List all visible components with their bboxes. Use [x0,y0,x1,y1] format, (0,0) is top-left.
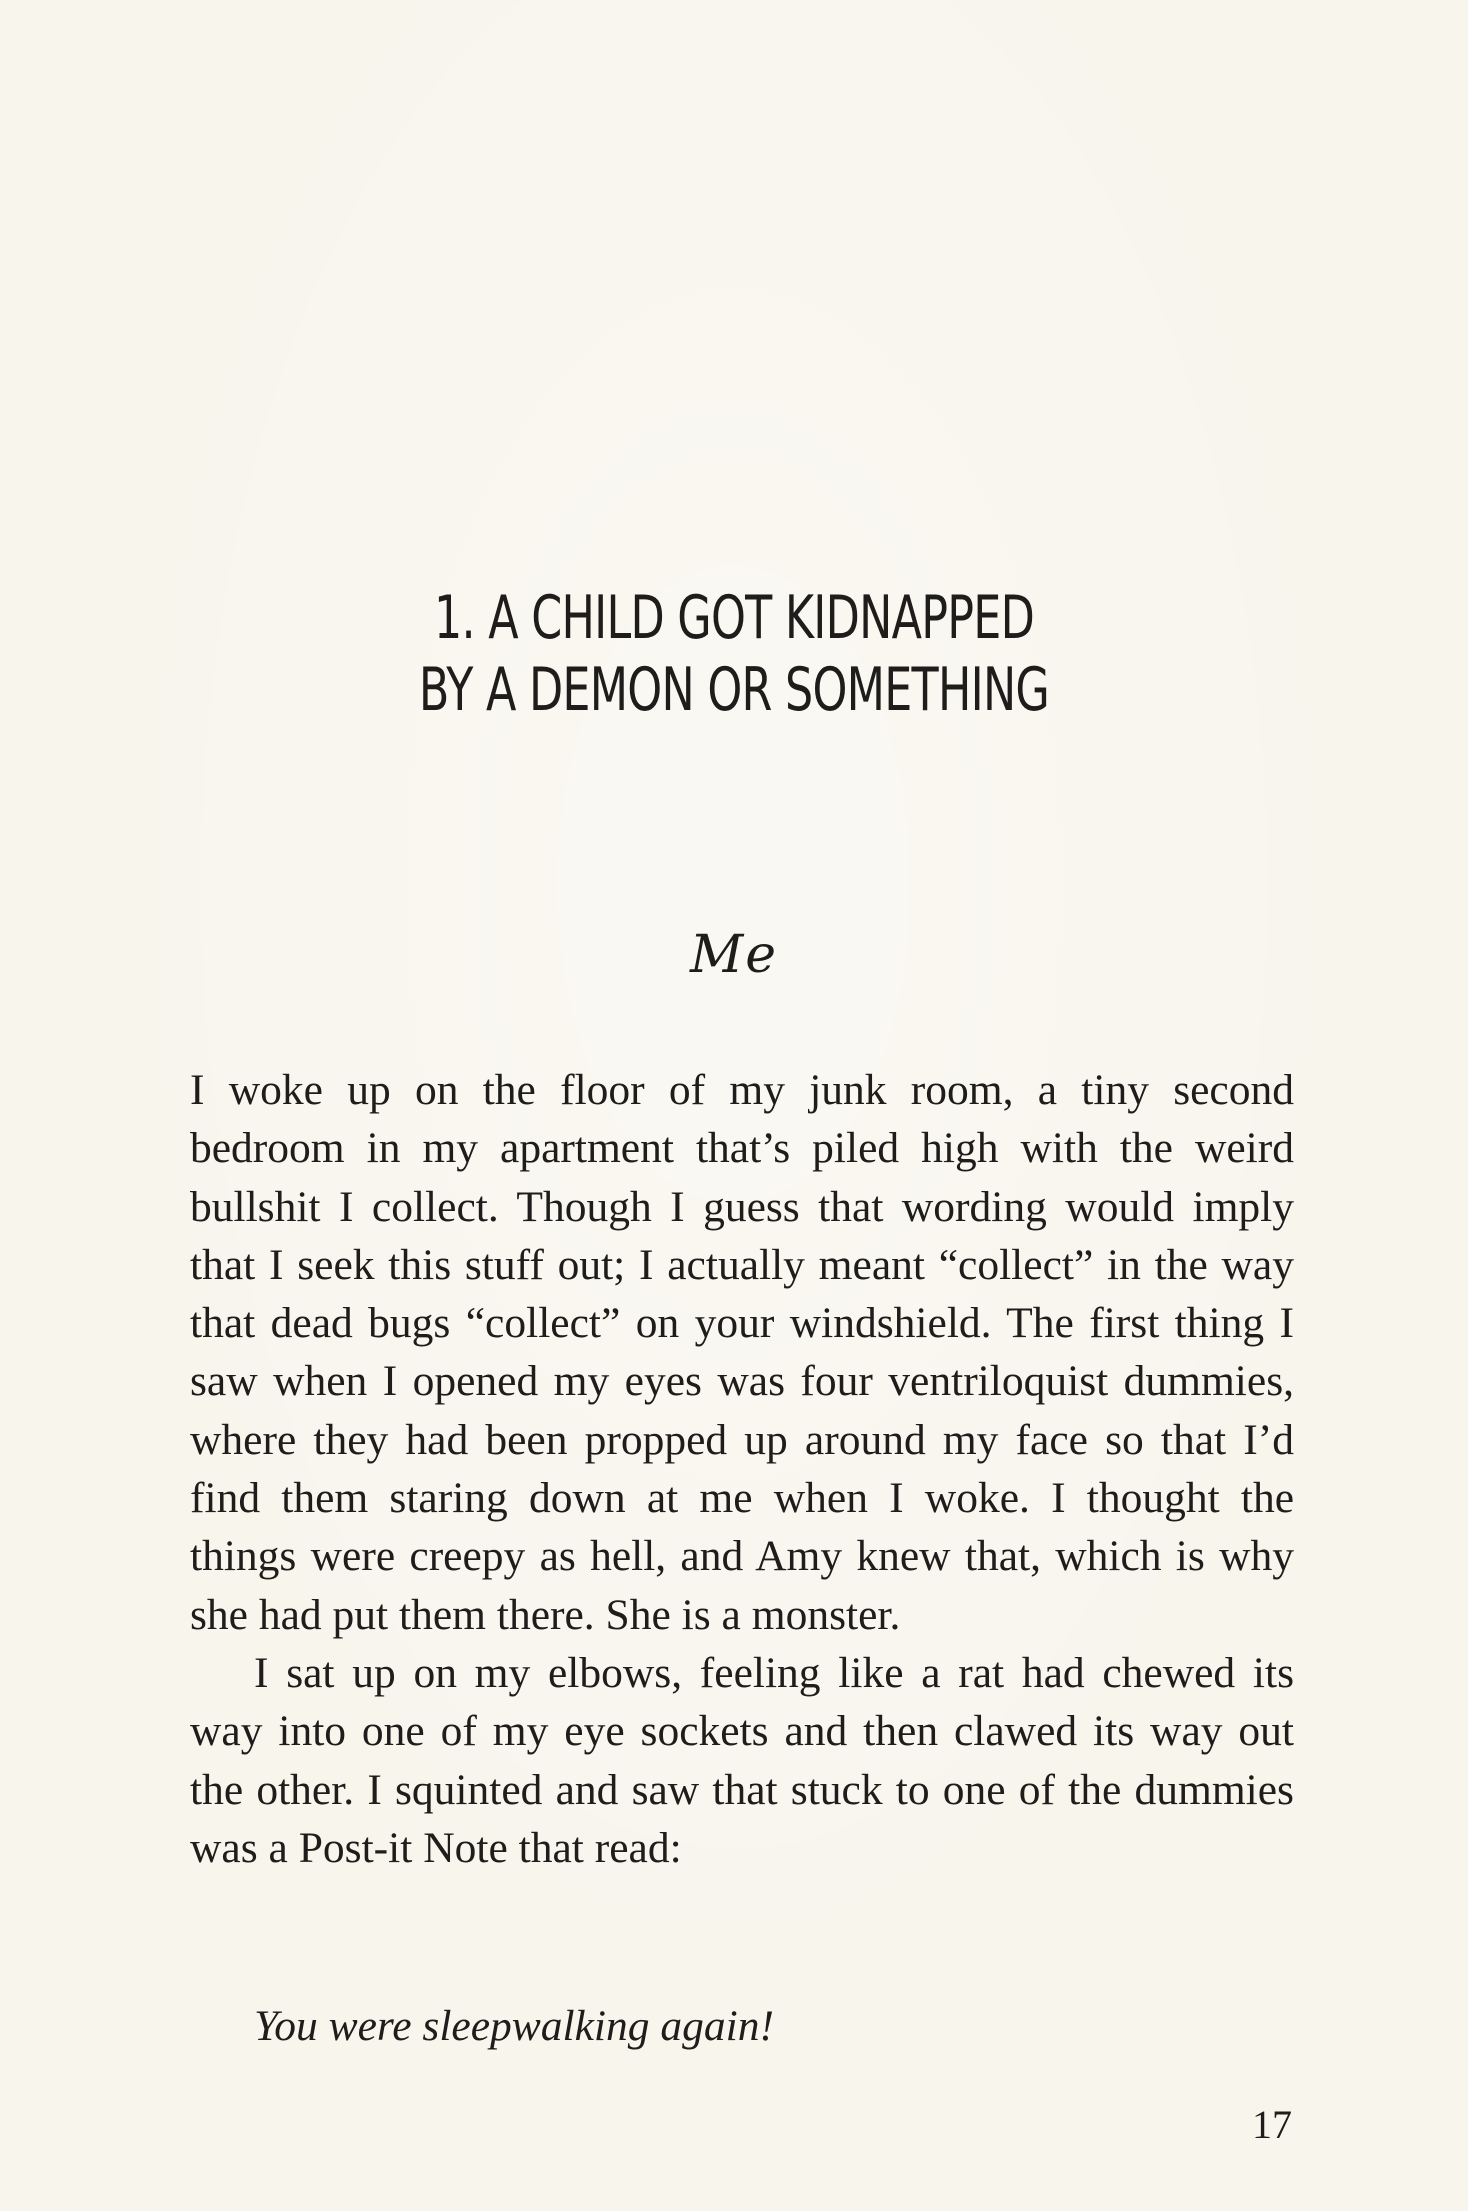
paragraph-2: I sat up on my elbows, feeling like a rat had chewed its way into one of my eye sockets and then clawed its way out the other. I squinted and saw that stuck to one of the dummies was a Post-it Note that read: [190,1648,1294,1872]
page-number: 17 [1252,2102,1292,2147]
chapter-title-line-2: BY A DEMON OR SOMETHING [418,655,1050,725]
paragraph-1: I woke up on the floor of my junk room, a tiny second bedroom in my apartment that’s piled high with the weird bullshit I collect. Though I guess that wording would imply that I seek this stuff out; I actually meant “collect” in the way that dead bugs “collect” on your windshield. The first thing I saw when I opened my eyes was four ventriloquist dummies, where they had been propped up around my face so that I’d find them staring down at me when I woke. I thought the things were creepy as hell, and Amy knew that, which is why she had put them there. She is a monster. [190,1066,1294,1639]
post-it-note-text: You were sleepwalking again! [254,2002,774,2050]
chapter-title [191,582,1277,726]
chapter-title-line-1: 1. A CHILD GOT KIDNAPPED [433,583,1035,653]
pov-label: Me [689,925,779,985]
body-text [190,1061,1294,1877]
